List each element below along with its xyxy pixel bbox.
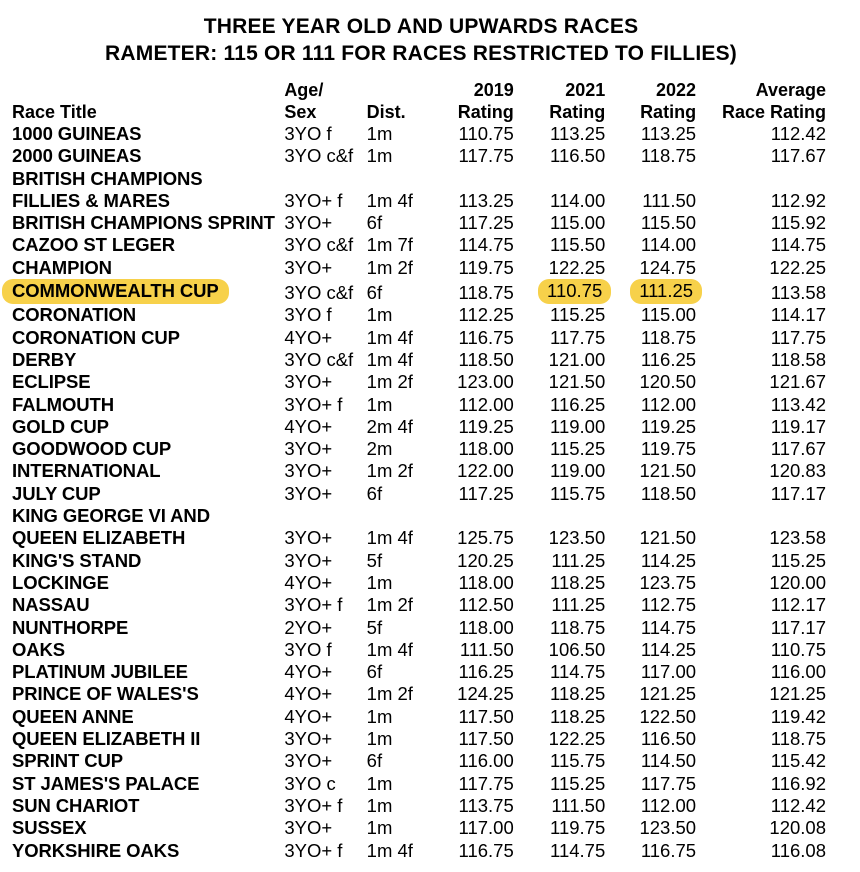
cell-avg: 110.75 — [770, 638, 826, 660]
cell-r2022: 113.25 — [640, 123, 697, 144]
cell-r2021: 117.75 — [550, 326, 606, 348]
cell-r2022: 114.25 — [640, 638, 697, 660]
table-row[interactable] — [0, 304, 842, 326]
cell-r2019: 110.75 — [458, 123, 514, 144]
cell-r2022: 115.00 — [640, 304, 697, 326]
cell-avg: 123.58 — [769, 527, 826, 549]
cell-r2022: 119.75 — [640, 438, 697, 460]
cell-r2021: 119.00 — [550, 415, 606, 437]
header-sex: Sex — [284, 102, 317, 122]
cell-r2021: 110.75 — [524, 279, 616, 304]
table-row[interactable] — [0, 234, 842, 256]
cell-avg: 121.25 — [769, 683, 826, 705]
cell-r2019 — [438, 168, 524, 190]
cell-r2019: 116.75 — [458, 326, 514, 348]
cell-r2022: 123.75 — [639, 571, 697, 593]
cell-r2021: 114.75 — [550, 839, 606, 861]
cell-dist: 1m — [366, 571, 393, 593]
cell-race: LOCKINGE — [12, 571, 109, 593]
cell-race: CORONATION CUP — [12, 326, 180, 348]
cell-race: 1000 GUINEAS — [12, 123, 142, 144]
cell-race: QUEEN ELIZABETH — [12, 527, 186, 549]
table-row[interactable] — [0, 145, 842, 167]
header-2019-year: 2019 — [473, 80, 514, 100]
table-row[interactable] — [0, 460, 842, 482]
cell-dist: 1m — [366, 393, 393, 415]
table-row[interactable] — [0, 257, 842, 279]
table-row[interactable] — [0, 212, 842, 234]
cell-r2022: 114.00 — [640, 234, 697, 256]
cell-age: 2YO+ — [284, 616, 333, 638]
table-row[interactable] — [0, 550, 842, 572]
cell-r2022: 121.50 — [639, 527, 697, 549]
cell-r2022: 122.50 — [639, 705, 697, 727]
cell-age: 3YO+ — [284, 371, 333, 393]
cell-r2022: 116.25 — [640, 348, 697, 370]
cell-r2021: 116.25 — [550, 393, 606, 415]
title-line-1: THREE YEAR OLD AND UPWARDS RACES — [203, 15, 639, 38]
table-row[interactable] — [0, 483, 842, 505]
cell-r2022: 111.50 — [642, 189, 697, 211]
cell-r2019: 124.25 — [457, 683, 514, 705]
cell-r2022: 121.25 — [639, 683, 697, 705]
cell-r2019: 117.25 — [458, 212, 514, 234]
cell-dist: 2m — [366, 438, 393, 460]
cell-r2021: 121.00 — [548, 348, 606, 370]
cell-r2019: 118.00 — [458, 571, 514, 593]
cell-r2019: 119.75 — [458, 256, 514, 278]
cell-dist: 1m 4f — [366, 326, 413, 348]
cell-race: BRITISH CHAMPIONS — [12, 167, 203, 189]
cell-race: JULY CUP — [12, 482, 101, 504]
cell-age: 3YO+ — [284, 212, 333, 234]
cell-r2022: 112.75 — [640, 594, 697, 616]
cell-age: 3YO+ — [284, 817, 333, 839]
cell-r2021: 115.25 — [550, 772, 606, 794]
table-row[interactable] — [0, 168, 842, 190]
cell-r2022: 120.50 — [639, 371, 697, 393]
table-body — [0, 123, 842, 862]
cell-avg: 114.17 — [770, 304, 826, 326]
cell-dist: 6f — [366, 282, 383, 304]
cell-r2019: 117.50 — [458, 728, 514, 750]
cell-age: 3YO+ f — [284, 794, 343, 816]
cell-r2021: 115.25 — [550, 304, 606, 326]
header-2019-rating: Rating — [457, 102, 514, 122]
cell-dist: 6f — [366, 750, 383, 772]
cell-avg: 117.67 — [770, 145, 826, 167]
cell-age: 3YO f — [284, 123, 332, 144]
cell-race: PLATINUM JUBILEE — [12, 661, 188, 683]
header-average-race-rating: Race Rating — [721, 102, 826, 122]
cell-dist: 1m — [366, 794, 393, 816]
cell-r2019: 118.75 — [458, 282, 514, 304]
cell-r2021: 119.00 — [550, 460, 606, 482]
table-header — [0, 79, 842, 123]
cell-r2022: 118.75 — [640, 145, 697, 167]
cell-r2021: 115.75 — [550, 750, 606, 772]
cell-dist: 1m — [366, 123, 393, 144]
table-row[interactable] — [0, 840, 842, 862]
cell-r2019 — [438, 505, 524, 527]
cell-dist: 1m 7f — [366, 234, 413, 256]
table-row[interactable] — [0, 327, 842, 349]
cell-r2019: 123.00 — [457, 371, 514, 393]
cell-race: NASSAU — [12, 594, 90, 616]
cell-avg — [706, 505, 842, 527]
cell-r2022: 111.25 — [615, 279, 706, 304]
table-row[interactable] — [0, 371, 842, 393]
cell-avg: 120.83 — [769, 460, 826, 482]
cell-race: CHAMPION — [12, 256, 112, 278]
cell-race: COMMONWEALTH CUP — [0, 279, 284, 304]
table-row[interactable] — [0, 416, 842, 438]
table-row[interactable] — [0, 683, 842, 705]
cell-avg: 119.42 — [770, 705, 826, 727]
cell-avg: 114.75 — [770, 234, 826, 256]
cell-r2021: 111.50 — [551, 794, 606, 816]
header-race-title: Race Title — [12, 102, 97, 122]
cell-r2021: 113.25 — [550, 123, 606, 144]
table-row[interactable] — [0, 728, 842, 750]
cell-r2021: 111.25 — [551, 594, 606, 616]
cell-r2021: 118.25 — [550, 705, 606, 727]
cell-avg: 116.92 — [770, 772, 826, 794]
cell-avg: 118.75 — [770, 728, 826, 750]
cell-r2021 — [524, 168, 616, 190]
cell-race: FALMOUTH — [12, 393, 114, 415]
cell-avg: 117.67 — [770, 438, 826, 460]
cell-race: NUNTHORPE — [12, 616, 129, 638]
cell-race: QUEEN ELIZABETH II — [12, 728, 201, 750]
cell-r2019: 125.75 — [457, 527, 514, 549]
cell-avg: 112.17 — [770, 594, 826, 616]
cell-race: ST JAMES'S PALACE — [12, 772, 200, 794]
cell-dist: 6f — [366, 482, 383, 504]
title-line-2: RAMETER: 115 OR 111 FOR RACES RESTRICTED TO FILLIES) — [105, 42, 737, 65]
cell-race: KING GEORGE VI AND — [12, 505, 210, 527]
cell-avg — [706, 168, 842, 190]
table-row[interactable] — [0, 394, 842, 416]
cell-r2021: 123.50 — [548, 527, 606, 549]
cell-r2019: 113.75 — [458, 794, 514, 816]
header-row-top — [0, 79, 842, 101]
cell-age: 3YO+ f — [284, 393, 343, 415]
cell-r2019: 118.50 — [458, 348, 514, 370]
cell-r2021: 118.75 — [550, 616, 606, 638]
cell-race: KING'S STAND — [12, 549, 142, 571]
table-row[interactable] — [0, 706, 842, 728]
cell-age: 4YO+ — [284, 415, 333, 437]
cell-r2021: 119.75 — [550, 817, 606, 839]
cell-dist: 6f — [366, 212, 383, 234]
cell-r2021 — [524, 505, 616, 527]
cell-dist: 1m 4f — [366, 839, 413, 861]
cell-r2022: 123.50 — [639, 817, 697, 839]
cell-race: CAZOO ST LEGER — [12, 234, 176, 256]
cell-dist: 1m 4f — [366, 348, 413, 370]
header-row-bottom — [0, 101, 842, 123]
cell-r2022: 124.75 — [639, 256, 697, 278]
cell-dist: 1m 4f — [366, 527, 413, 549]
header-age-top: Age/ — [284, 80, 324, 100]
cell-r2019: 122.00 — [457, 460, 514, 482]
cell-age: 4YO+ — [284, 326, 333, 348]
cell-dist: 1m — [366, 728, 393, 750]
cell-r2021: 122.25 — [548, 256, 606, 278]
cell-avg: 117.17 — [770, 482, 826, 504]
cell-dist: 1m — [366, 772, 393, 794]
cell-avg: 119.17 — [770, 415, 826, 437]
cell-r2022: 119.25 — [640, 415, 697, 437]
cell-r2019: 113.25 — [458, 189, 514, 211]
cell-age: 3YO c&f — [284, 348, 354, 370]
cell-avg: 113.58 — [770, 282, 826, 304]
cell-race: YORKSHIRE OAKS — [12, 839, 180, 861]
cell-r2022: 116.50 — [640, 728, 697, 750]
cell-avg: 113.42 — [770, 393, 826, 415]
cell-dist: 1m 2f — [366, 371, 413, 393]
cell-r2022 — [615, 505, 706, 527]
cell-avg: 115.42 — [770, 750, 826, 772]
cell-r2022: 118.50 — [640, 482, 697, 504]
header-dist-top — [367, 79, 438, 101]
cell-avg: 122.25 — [769, 256, 826, 278]
cell-dist: 1m 2f — [366, 683, 413, 705]
cell-r2021: 106.50 — [548, 638, 606, 660]
table-row[interactable] — [0, 279, 842, 304]
cell-dist: 5f — [366, 616, 383, 638]
cell-age: 3YO+ — [284, 256, 333, 278]
cell-dist — [367, 168, 438, 190]
cell-r2019: 117.00 — [458, 817, 514, 839]
cell-age: 3YO+ — [284, 460, 333, 482]
cell-r2019: 112.50 — [458, 594, 514, 616]
cell-r2019: 112.00 — [458, 393, 514, 415]
cell-age: 3YO f — [284, 638, 332, 660]
cell-race: GOODWOOD CUP — [12, 438, 172, 460]
cell-race: SUN CHARIOT — [12, 794, 140, 816]
cell-r2019: 114.75 — [458, 234, 514, 256]
cell-race: 2000 GUINEAS — [12, 145, 142, 167]
cell-dist: 5f — [366, 549, 383, 571]
header-2021-rating: Rating — [549, 102, 606, 122]
cell-avg: 120.00 — [769, 571, 826, 593]
cell-r2022: 117.00 — [640, 661, 697, 683]
cell-dist: 1m 2f — [366, 256, 413, 278]
cell-age: 3YO+ — [284, 728, 333, 750]
cell-age: 3YO c&f — [284, 145, 354, 167]
table-row[interactable] — [0, 661, 842, 683]
cell-r2021: 115.25 — [550, 438, 606, 460]
cell-race: QUEEN ANNE — [12, 705, 134, 727]
cell-r2022: 114.75 — [640, 616, 697, 638]
cell-dist: 1m — [366, 145, 393, 167]
table-row[interactable] — [0, 795, 842, 817]
cell-r2021: 111.25 — [551, 549, 606, 571]
cell-age: 3YO+ — [284, 527, 333, 549]
cell-dist: 1m — [366, 304, 393, 326]
cell-age: 3YO f — [284, 304, 332, 326]
cell-r2021: 114.00 — [550, 189, 606, 211]
cell-r2019: 117.50 — [458, 705, 514, 727]
cell-age: 4YO+ — [284, 705, 333, 727]
table-row[interactable] — [0, 123, 842, 145]
cell-r2019: 118.00 — [458, 438, 514, 460]
table-row[interactable] — [0, 190, 842, 212]
cell-r2021: 118.25 — [550, 683, 606, 705]
table-row[interactable] — [0, 572, 842, 594]
cell-r2022: 114.25 — [640, 549, 697, 571]
cell-r2021: 121.50 — [548, 371, 606, 393]
cell-age: 3YO+ f — [284, 594, 343, 616]
cell-dist: 1m 4f — [366, 638, 413, 660]
table-row[interactable] — [0, 617, 842, 639]
cell-avg: 120.08 — [769, 817, 826, 839]
cell-r2019: 116.75 — [458, 839, 514, 861]
table-row[interactable] — [0, 594, 842, 616]
cell-age: 3YO c — [284, 772, 336, 794]
cell-r2022: 118.75 — [640, 326, 697, 348]
table-row[interactable] — [0, 817, 842, 839]
header-2021-year: 2021 — [565, 80, 606, 100]
header-dist: Dist. — [366, 102, 406, 122]
cell-r2019: 117.25 — [458, 482, 514, 504]
cell-race: ECLIPSE — [12, 371, 91, 393]
cell-r2021: 116.50 — [550, 145, 606, 167]
cell-dist: 1m 2f — [366, 594, 413, 616]
cell-r2019: 117.75 — [458, 145, 514, 167]
cell-avg: 117.17 — [770, 616, 826, 638]
cell-race: OAKS — [12, 638, 66, 660]
cell-r2019: 116.00 — [458, 750, 514, 772]
cell-avg: 118.58 — [770, 348, 826, 370]
cell-r2022: 112.00 — [640, 794, 697, 816]
cell-r2019: 117.75 — [458, 772, 514, 794]
table-row[interactable] — [0, 750, 842, 772]
cell-age: 3YO+ — [284, 438, 333, 460]
cell-r2021: 115.50 — [550, 234, 606, 256]
table-row[interactable] — [0, 438, 842, 460]
cell-dist: 1m 4f — [366, 189, 413, 211]
cell-race: CORONATION — [12, 304, 137, 326]
cell-avg: 121.67 — [769, 371, 826, 393]
cell-race: GOLD CUP — [12, 415, 109, 437]
cell-age: 3YO+ f — [284, 189, 343, 211]
cell-r2022: 115.50 — [640, 212, 697, 234]
header-average-top: Average — [755, 80, 826, 100]
cell-age: 3YO c&f — [284, 234, 354, 256]
cell-r2019: 116.25 — [458, 661, 514, 683]
cell-r2022: 112.00 — [640, 393, 697, 415]
cell-avg: 115.92 — [770, 212, 826, 234]
header-2022-rating: Rating — [640, 102, 697, 122]
cell-age: 3YO+ f — [284, 839, 343, 861]
cell-r2022 — [615, 168, 706, 190]
cell-r2022: 116.75 — [640, 839, 697, 861]
cell-dist: 1m — [366, 705, 393, 727]
cell-age: 4YO+ — [284, 661, 333, 683]
cell-r2022: 117.75 — [640, 772, 697, 794]
cell-age — [284, 168, 366, 190]
cell-r2019: 120.25 — [457, 549, 514, 571]
ratings-table — [0, 79, 842, 862]
cell-race: SUSSEX — [12, 817, 87, 839]
table-row[interactable] — [0, 505, 842, 527]
cell-dist: 1m — [366, 817, 393, 839]
cell-age: 4YO+ — [284, 571, 333, 593]
cell-avg: 112.92 — [770, 189, 826, 211]
cell-r2021: 122.25 — [548, 728, 606, 750]
cell-avg: 115.25 — [770, 549, 826, 571]
cell-age — [284, 505, 366, 527]
cell-r2021: 115.75 — [550, 482, 606, 504]
cell-dist: 1m 2f — [366, 460, 413, 482]
cell-age: 3YO+ — [284, 549, 333, 571]
cell-dist: 2m 4f — [366, 415, 413, 437]
table-row[interactable] — [0, 527, 842, 549]
cell-r2021: 118.25 — [550, 571, 606, 593]
cell-avg: 112.42 — [770, 123, 826, 144]
cell-r2019: 118.00 — [458, 616, 514, 638]
cell-avg: 116.00 — [770, 661, 826, 683]
document-title — [0, 14, 842, 67]
cell-r2021: 114.75 — [550, 661, 606, 683]
cell-race: BRITISH CHAMPIONS SPRINT — [12, 212, 275, 234]
cell-avg: 112.42 — [770, 794, 826, 816]
cell-dist — [367, 505, 438, 527]
header-2022-year: 2022 — [656, 80, 697, 100]
cell-r2019: 112.25 — [458, 304, 514, 326]
cell-age: 4YO+ — [284, 683, 333, 705]
table-row[interactable] — [0, 349, 842, 371]
cell-r2021: 115.00 — [550, 212, 606, 234]
table-row[interactable] — [0, 773, 842, 795]
cell-age: 3YO+ — [284, 750, 333, 772]
cell-r2019: 111.50 — [459, 638, 514, 660]
cell-r2022: 114.50 — [640, 750, 697, 772]
cell-r2019: 119.25 — [458, 415, 514, 437]
table-row[interactable] — [0, 639, 842, 661]
cell-r2022: 121.50 — [639, 460, 697, 482]
cell-race: PRINCE OF WALES'S — [12, 683, 199, 705]
cell-race: DERBY — [12, 348, 77, 370]
cell-race: FILLIES & MARES — [12, 189, 170, 211]
cell-avg: 117.75 — [770, 326, 826, 348]
cell-age: 3YO c&f — [284, 282, 354, 304]
cell-race: SPRINT CUP — [12, 750, 124, 772]
cell-age: 3YO+ — [284, 482, 333, 504]
header-blank — [0, 79, 284, 101]
cell-avg: 116.08 — [770, 839, 826, 861]
cell-dist: 6f — [366, 661, 383, 683]
cell-race: INTERNATIONAL — [12, 460, 161, 482]
